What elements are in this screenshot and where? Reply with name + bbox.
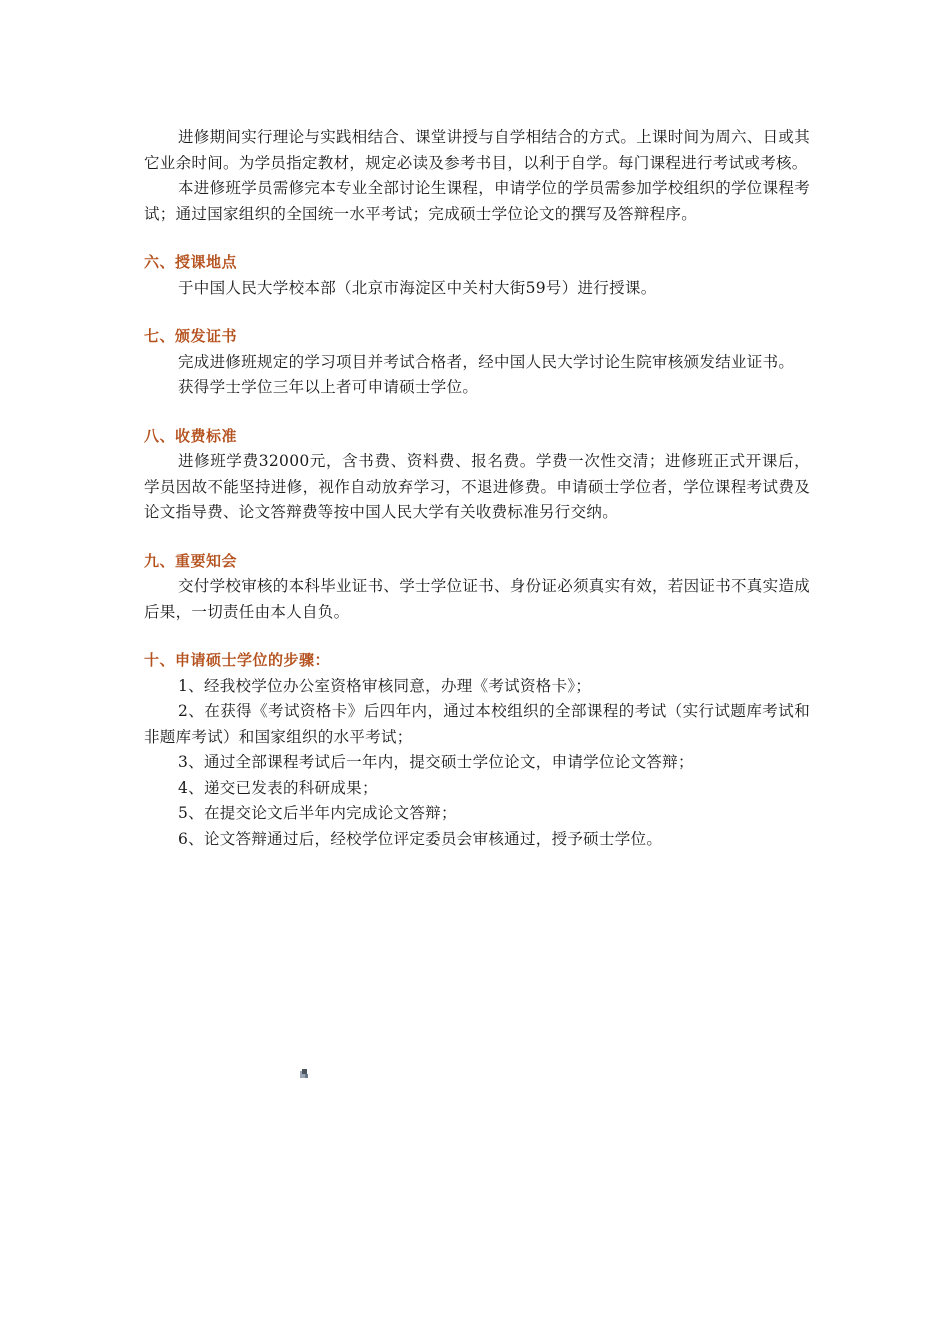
intro-paragraph-1: 进修期间实行理论与实践相结合、课堂讲授与自学相结合的方式。上课时间为周六、日或其它业余时间。为学员指定教材，规定必读及参考书目，以利于自学。每门课程进行考试或考核。	[144, 128, 811, 172]
section-paragraph: 于中国人民大学校本部（北京市海淀区中关村大街59号）进行授课。	[178, 278, 657, 297]
section-heading: 六、授课地点	[144, 253, 238, 271]
section-certificate	[144, 324, 810, 401]
section-notice	[144, 549, 810, 626]
step-item: 4、递交已发表的科研成果；	[178, 778, 378, 797]
step-item: 5、在提交论文后半年内完成论文答辩；	[178, 804, 457, 822]
section-paragraph: 交付学校审核的本科毕业证书、学士学位证书、身份证必须真实有效，若因证书不真实造成后果，一切责任由本人自负。	[144, 577, 811, 621]
section-paragraph: 获得学士学位三年以上者可申请硕士学位。	[178, 378, 479, 396]
section-heading: 十、申请硕士学位的步骤：	[144, 651, 331, 669]
section-fees	[144, 424, 810, 526]
section-paragraph: 进修班学费32000元，含书费、资料费、报名费。学费一次性交清；进修班正式开课后，学员因故不能坚持进修，视作自动放弃学习，不退进修费。申请硕士学位者，学位课程考试费及论文指导费、论文答辩费等按中国人民大学有关收费标准另行交纳。	[144, 452, 810, 521]
step-item: 2、在获得《考试资格卡》后四年内，通过本校组织的全部课程的考试（实行试题库考试和非题库考试）和国家组织的水平考试；	[144, 702, 810, 746]
step-item: 1、经我校学位办公室资格审核同意，办理《考试资格卡》；	[178, 676, 592, 695]
step-item: 6、论文答辩通过后，经校学位评定委员会审核通过，授予硕士学位。	[178, 829, 663, 848]
step-item: 3、通过全部课程考试后一年内，提交硕士学位论文，申请学位论文答辩；	[178, 753, 694, 771]
document-body	[144, 125, 810, 852]
small-image-icon	[298, 1068, 310, 1080]
section-heading: 八、收费标准	[144, 426, 238, 445]
intro-paragraph-2: 本进修班学员需修完本专业全部讨论生课程，申请学位的学员需参加学校组织的学位课程考试；通过国家组织的全国统一水平考试；完成硕士学位论文的撰写及答辩程序。	[144, 179, 811, 223]
section-heading: 七、颁发证书	[144, 327, 238, 345]
section-degree-steps	[144, 648, 810, 852]
section-heading: 九、重要知会	[144, 551, 238, 570]
section-paragraph: 完成进修班规定的学习项目并考试合格者，经中国人民大学讨论生院审核颁发结业证书。	[178, 352, 795, 371]
section-location	[144, 250, 810, 301]
